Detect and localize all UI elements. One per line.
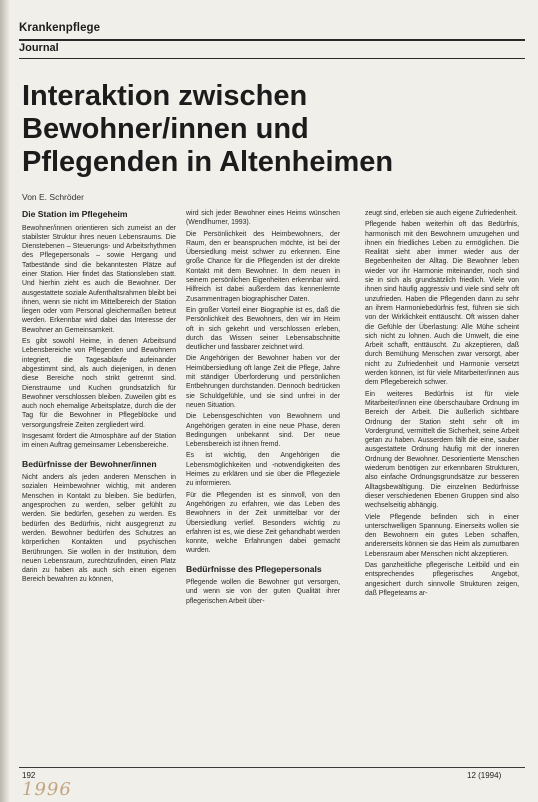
byline: Von E. Schröder <box>22 192 84 202</box>
section-heading: Bedürfnisse der Bewohner/innen <box>22 458 157 469</box>
paragraph: Ein großer Vorteil einer Biographie ist es, daß die Persönlichkeit des Bewohners, den wir im Heim oft in sich gekehrt und verschlossen erleben, durch das Wissen seiner Lebensabschnitte deutlicher und fassbarer zeichnet wird. <box>186 306 340 352</box>
paragraph: Das ganzheitliche pflegerische Leitbild und ein entsprechendes pflegerisches Angebot, angesichert durch sinnvolle Strukturen zeigen, daß Pflegeteams ar- <box>365 561 519 597</box>
publication-label: Journal <box>19 42 59 54</box>
paragraph: Viele Pflegende befinden sich in einer unterschwelligen Spannung. Einerseits wollen sie den Bewohnern ein gutes Leben schaffen, andererseits können sie das Heim als zumutbaren Lebensraum aber Menschen nicht akzeptieren. <box>365 513 519 558</box>
article-title <box>22 80 522 179</box>
paragraph: Es ist wichtig, den Angehörigen die Lebensmöglichkeiten und -notwendigkeiten des Heimes zu erklären und sie über die Pflegeziele zu informieren. <box>186 452 340 488</box>
section-heading: Bedürfnisse des Pflegepersonals <box>186 563 322 574</box>
header-rule-thin <box>19 58 525 59</box>
issue-number: 12 (1994) <box>467 771 502 780</box>
paragraph: Die Lebensgeschichten von Bewohnern und Angehörigen geraten in eine neue Phase, deren Bedingungen unbekannt sind. Der neue Lebensbereich ist ihnen fremd. <box>186 413 340 449</box>
paragraph: Nicht anders als jeden anderen Menschen in sozialen Heimbewohner wichtig, mit anderen Menschen in Kontakt zu bleiben. Sie bedürfen, angesprochen zu werden, selber gefühlt zu werden. Sie bedürfen, gesehen zu werden. Es bedürfen des Bedürfnis, nicht ausgegrenzt zu werden. Bewohner bedürfen des Schutzes an körperlichen Kontakten und psychischen Berührungen. Sie wollen in der Institution, dem neuen Lebensraum, zurechtzufinden, einen Platz darin zu haben als auch sich einen eigenen Bereich bewahren zu können, <box>22 474 176 584</box>
page-number: 192 <box>22 771 36 780</box>
paragraph: Bewohner/innen orientieren sich zumeist an der stabilster Struktur ihres neuen Lebensraums. Die Dienstebenen – Steuerungs- und Arbeitsrhythmen des Pflegepersonals – sowie Hergang und Tatbestände sind die bekanntesten Plätze auf einer Station. Hier findet das Stationsleben statt. Und hierhin zieht es auch die Bewohner. Der ausgestattete soziale Aufenthaltsrahmen bleibt bei ihnen, wenn sie nicht im Mittelbereich der Station liegen oder vom Personal gleichermaßen betreut werden. Erkennbar wird dabei das Interesse der Bewohner an Gemeinsamkeit. <box>22 224 176 334</box>
text-column-3 <box>365 209 519 600</box>
footer-rule <box>19 767 525 768</box>
paragraph: wird sich jeder Bewohner eines Heims wünschen (Wendlhurner, 1993). <box>186 210 340 227</box>
text-column-1 <box>22 209 176 587</box>
paragraph: Die Persönlichkeit des Heimbewohners, der Raum, den er beanspruchen möchte, ist bei der Übersiedlung meist schwer zu erkennen. Eine große Chance für die Pflegenden ist der direkte Kontakt mit dem Bewohner. In dem neuen in seinem persönlichen Eigenheiten erkennbar wird. Hilfreich ist dabei außerdem das kennenlernte Zusammentragen biographischer Daten. <box>186 230 340 303</box>
section-heading: Die Station im Pflegeheim <box>22 209 128 219</box>
handwritten-note: 1996 <box>22 779 72 800</box>
paragraph: Ein weiteres Bedürfnis ist für viele Mitarbeiter/innen eine überschaubare Ordnung im Bereich der Arbeit. Die äußerlich sichtbare Ordnung der Station steht sehr oft im Vordergrund, vermittelt die Sicherheit, seine Arbeit getan zu haben. Ausserdem fällt die eine, sauber ausgestattete Ordnung häufig mit der inneren Ordnung der Bewohner. Desorientierte Menschen wiederum benötigen zur erkennbaren Strukturen, also einfache Ordnungsgrundsätze zur besseren Alltagsbewältigung. Die einzelnen Bedürfnisse dieser verschiedenen Ebenen Gruppen sind also wechselseitig abhängig. <box>365 390 519 510</box>
title-line: Pflegenden in Altenheimen <box>22 146 394 178</box>
text-column-2 <box>186 209 340 608</box>
paragraph: zeugt sind, erleben sie auch eigene Zufriedenheit. <box>365 210 518 217</box>
header-rule <box>19 39 525 41</box>
title-line: Bewohner/innen und <box>22 113 309 145</box>
paragraph: Es gibt sowohl Heime, in denen Arbeitsund Lebensbereiche von Pflegenden und Bewohnern integriert, die Tagesablaufe aufeinander abgestimmt sind, als auch diejenigen, in denen diese Bereiche noch strikt getrennt sind. Dienstraume und Kuchen grundsatzlich für Bewohner verschlossen bleiben. Zuweilen gibt es auch noch ehemalige Arbeitsplatze, durch die der Tag für die Bewohner in Pflegeblöcke und versorgungsfreie Zeiten zergliedert wird. <box>22 338 176 429</box>
page-binding-shadow <box>0 0 10 802</box>
title-line: Interaktion zwischen <box>22 80 308 112</box>
paragraph: Pflegende haben weiterhin oft das Bedürfnis, harmonisch mit den Bewohnern umzugehen und ihnen ein friedliches Leben zu ermöglichen. Die Realität sieht aber immer wieder aus der Begebenheiten der Alltag. Die Bewohner leben wieder vor ihr Harmonie miteinander, noch sind sie in sich als grundsätzlich friedlich. Viele von ihnen sind häufig aggressiv und viele sind sehr oft unzufrieden. Haben die Pflegenden dann zu sehr an ihrem Harmoniebedürfnis fest, führen sie sich von der Wirklichkeit enttäuscht. Oft wissen daher die Gefühle der Überlastung: Alle Mühe scheint sich nicht zu lohnen. Auch die Umwelt, die eine Arbeit schafft, enttäuscht. Zu akzeptieren, daß durch Bemühung Menschen zwar versorgt, aber nicht zu Zufriedenheit und Harmonie versetzt werden können, ist für viele Mitarbeiter/innen aus dem Pflegebereich schwer. <box>365 221 519 387</box>
paragraph: Pflegende wollen die Bewohner gut versorgen, und wenn sie von der guten Qualität ihrer pflegerischen Arbeit über- <box>186 579 340 605</box>
paragraph: Die Angehörigen der Bewohner haben vor der Heimübersiedlung oft lange Zeit die Pflege, Jahre mit ständiger Überforderung und persönlichen Entbehrungen durchstanden. Dennoch bedrücken sie Schuldgefühle, und sie sind unfrei in der neuen Situation. <box>186 355 340 409</box>
paragraph: Für die Pflegenden ist es sinnvoll, von den Angehörigen zu erfahren, wie das Leben des Bewohners in der Zeit unmittelbar vor der Übersiedlung verlief. Besonders wichtig zu erfahren ist es, wie diese Zeit gehandhabt werden konnte, welche Erfahrungen dabei gemacht wurden. <box>186 491 340 555</box>
paragraph: Insgesamt fördert die Atmosphäre auf der Station im einen Auftrag gemeinsamer Lebensbereiche. <box>22 433 176 450</box>
section-header: Krankenpflege <box>19 22 101 34</box>
